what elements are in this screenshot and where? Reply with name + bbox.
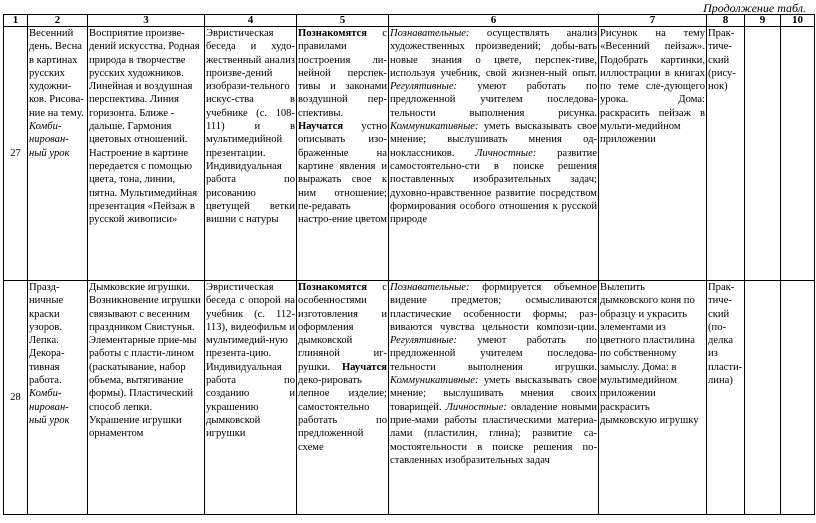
control-form: Прак-тиче-ский (по-делка из пласти-лина) [707, 281, 745, 515]
header-cell: 10 [781, 15, 815, 27]
result-text: формируется объемное видение предметов; осмысливаются пластические особенности формы; раз-виваются чувства цельности компози-ции. [390, 282, 597, 333]
table-row [4, 27, 815, 281]
result-label: Регулятивные: [390, 335, 458, 347]
activity-label: Научатся [298, 121, 344, 133]
result-label: Коммуникативные: [390, 375, 479, 387]
student-activity [297, 281, 389, 515]
result-label: Личностные: [475, 147, 537, 159]
header-cell: 6 [389, 15, 599, 27]
lesson-topic: Празд-ничные краски узоров. Лепка. Декора-тивная работа. [29, 282, 65, 387]
lesson-type: Комби-нирован-ный урок [29, 388, 70, 426]
header-cell: 9 [745, 15, 781, 27]
activity-text: устно описывать изо-браженные на картине явления и выражать свое к ним отношение; пе-редавать настро-ение цветом [298, 121, 387, 226]
lesson-content: Восприятие произве-дений искусства. Родная природа в творчестве русских художников. Линейная и воздушная перспектива. Линия горизонта. Ближе - дальше. Гармония цветовых отношений. Настроение в картине передается с помощью цвета, тона, линии, пятна. Мультимедийная презентация «Пейзаж в русской живописи» [88, 27, 205, 281]
lesson-methods: Эвристическая беседа с опорой на учебник (с. 112-113), видеофильм и мультимедий-ную презента-цию. Индивидуальная работа по созданию и украшению дымковской игрушки [205, 281, 297, 515]
lesson-topic: Весенний день. Весна в картинах русских художни-ков. Рисова-ние на тему. [29, 28, 84, 119]
activity-label: Познакомятся [298, 28, 367, 39]
learning-results [389, 27, 599, 281]
result-text: умеют работать по предложенной учителем последова-тельности выполнения игрушки. [390, 335, 597, 373]
header-cell: 7 [599, 15, 707, 27]
table-continuation-caption: Продолжение табл. [703, 1, 806, 15]
activity-text: с правилами построения ли-нейной перспек-тивы и законами воздушной пер-спективы. [298, 28, 387, 119]
result-text: осуществлять анализ художественных произведений; добы-вать новые знания о цвете, перспек-тиве, используя учебник, свой жизнен-ный опыт. [390, 28, 597, 79]
result-label: Коммуникативные: [390, 121, 479, 133]
result-text: умеют работать по предложенной учителем последова-тельности выполнения рисунка. [390, 81, 597, 119]
empty-cell [745, 27, 781, 281]
lesson-methods: Эвристическая беседа и худо-жественный анализ произве-дений изобрази-тельного искус-ства в учебнике (с. 108-111) и в мультимедийной презентации. Индивидуальная работа по рисованию цветущей ветки вишни с натуры [205, 27, 297, 281]
header-row [4, 15, 815, 27]
lesson-number: 27 [4, 27, 28, 281]
homework: Вылепить дымковского коня по образцу и украсить элементами из цветного пластилина по собственному замыслу. Дома: в мультимедийном приложении раскрасить дымковскую игрушку [599, 281, 707, 515]
result-label: Регулятивные: [390, 81, 458, 93]
activity-text: деко-рировать лепное изделие; самостоятельно работать по предложенной схеме [298, 375, 387, 453]
homework: Рисунок на тему «Весенний пейзаж». Подобрать картинки, иллюстрации в книгах по теме сле-дующего урока. Дома: раскрасить пейзаж в мульти-медийном приложении [599, 27, 707, 281]
result-label: Познавательные: [390, 28, 470, 39]
control-form: Прак-тиче-ский (рису-нок) [707, 27, 745, 281]
header-cell: 8 [707, 15, 745, 27]
lesson-type: Комби-нирован-ный урок [29, 121, 70, 159]
result-text: уметь высказывать свое мнение; выслушивать мнения од-ноклассников. [390, 121, 597, 159]
header-cell: 2 [28, 15, 88, 27]
empty-cell [745, 281, 781, 515]
lesson-number: 28 [4, 281, 28, 515]
student-activity [297, 27, 389, 281]
header-cell: 1 [4, 15, 28, 27]
header-cell: 4 [205, 15, 297, 27]
result-label: Познавательные: [390, 282, 470, 293]
empty-cell [781, 27, 815, 281]
activity-label: Познакомятся [298, 282, 367, 293]
activity-text: с особенностями изготовления и оформления дымковской глиняной иг-рушки. [298, 282, 387, 373]
table-row [4, 281, 815, 515]
lesson-plan-table [3, 14, 815, 515]
lesson-topic-cell [28, 27, 88, 281]
empty-cell [781, 281, 815, 515]
activity-label: Научатся [341, 361, 387, 373]
result-text: развитие самостоятельно-сти в поиске решения поставленных изобразительных задач; духовно-нравственное развитие посредством формирования особого отношения к русской природе [390, 147, 597, 226]
result-text: овладение новыми прие-мами работы пластическими материа-лами (пластилин, глина); развитие са-мостоятельности в поиске решения по-ставленных изобразительных задач [390, 401, 597, 466]
header-cell: 5 [297, 15, 389, 27]
header-cell: 3 [88, 15, 205, 27]
result-label: Личностные: [445, 401, 507, 413]
learning-results [389, 281, 599, 515]
lesson-content: Дымковские игрушки. Возникновение игрушки связывают с весенним праздником Свистунья. Элементарные прие-мы работы с пласти-лином (раскатывание, набор объема, вытягивание формы). Пластический способ лепки. Украшение игрушки орнаментом [88, 281, 205, 515]
result-text: уметь высказывать свое мнение; выслушивать мнения своих товарищей. [390, 375, 597, 413]
lesson-topic-cell [28, 281, 88, 515]
